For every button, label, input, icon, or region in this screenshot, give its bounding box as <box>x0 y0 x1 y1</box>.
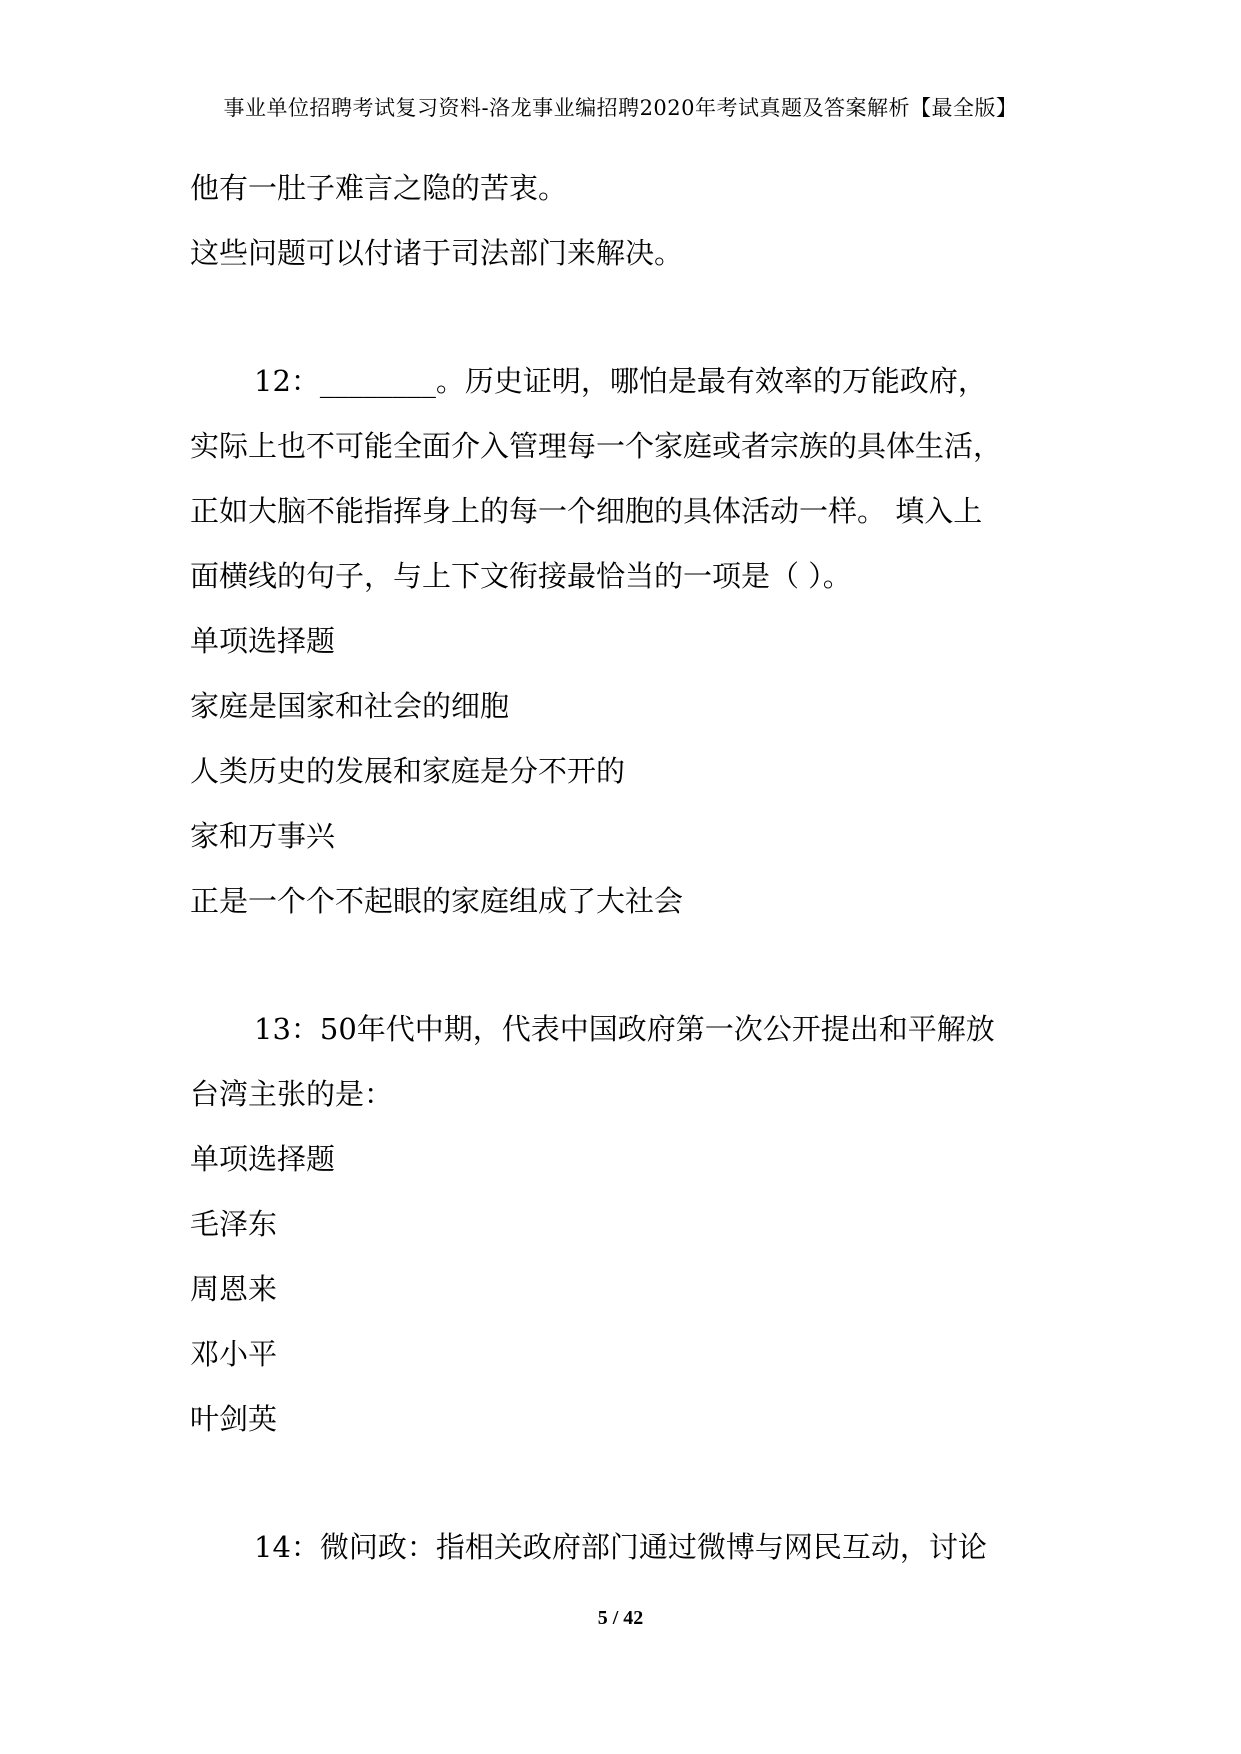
previous-text-line-1: 他有一肚子难言之隐的苦衷。 <box>190 171 568 205</box>
page-header: 事业单位招聘考试复习资料-洛龙事业编招聘2020年考试真题及答案解析【最全版】 <box>223 96 1018 120</box>
question-12-stem-line-2: 实际上也不可能全面介入管理每一个家庭或者宗族的具体生活， <box>190 429 1003 463</box>
question-13-type: 单项选择题 <box>190 1142 336 1176</box>
question-13-stem-line-1: 13：50年代中期，代表中国政府第一次公开提出和平解放 <box>254 1012 995 1046</box>
question-12-stem-line-3: 正如大脑不能指挥身上的每一个细胞的具体活动一样。 填入上 <box>190 494 983 528</box>
page-number: 5 / 42 <box>597 1607 644 1629</box>
question-13-option-2: 周恩来 <box>190 1272 278 1306</box>
question-12-option-2: 人类历史的发展和家庭是分不开的 <box>190 754 626 788</box>
question-12-type: 单项选择题 <box>190 624 336 658</box>
question-14-stem-line-1: 14：微问政：指相关政府部门通过微博与网民互动，讨论 <box>254 1530 987 1564</box>
question-13-option-1: 毛泽东 <box>190 1207 278 1241</box>
question-12-stem-line-4: 面横线的句子，与上下文衔接最恰当的一项是（ ）。 <box>190 559 852 593</box>
question-12-option-1: 家庭是国家和社会的细胞 <box>190 689 510 723</box>
question-13-option-4: 叶剑英 <box>190 1402 278 1436</box>
question-12-stem-line-1: 12：________。历史证明，哪怕是最有效率的万能政府， <box>254 364 987 398</box>
question-13-stem-line-2: 台湾主张的是： <box>190 1077 394 1111</box>
question-13-option-3: 邓小平 <box>190 1337 278 1371</box>
previous-text-line-2: 这些问题可以付诸于司法部门来解决。 <box>190 236 684 270</box>
question-12-option-3: 家和万事兴 <box>190 819 336 853</box>
question-12-option-4: 正是一个个不起眼的家庭组成了大社会 <box>190 884 684 918</box>
